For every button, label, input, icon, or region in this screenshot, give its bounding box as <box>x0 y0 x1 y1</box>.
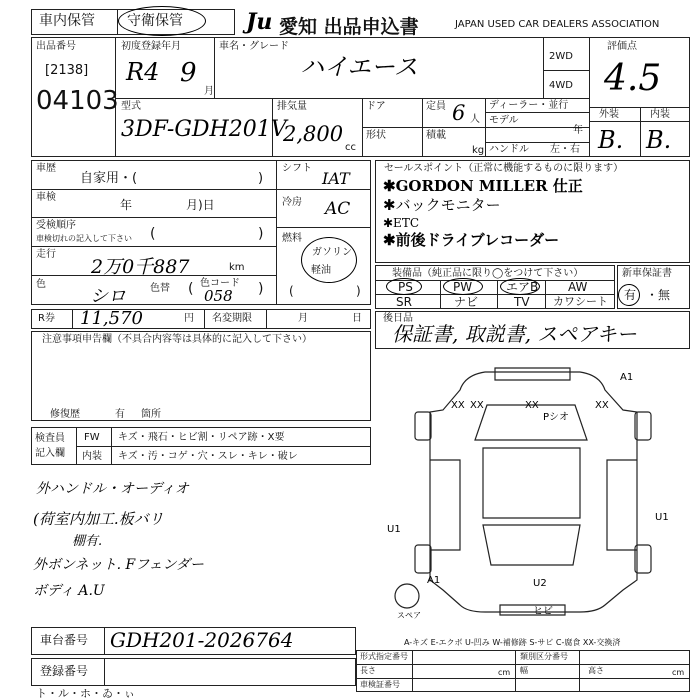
inspector-label-2: 記入欄 <box>35 448 65 459</box>
height-unit: cm <box>672 668 685 677</box>
wheel-rear-left <box>415 545 431 573</box>
mark-10: U2 <box>533 578 547 589</box>
mark-5: A1 <box>620 372 634 383</box>
recall-paren-open: ( <box>150 226 156 242</box>
inspector-note-5: ボディ A.U <box>33 583 105 599</box>
fuel-label: 燃料 <box>282 233 302 244</box>
recycle-unit: 円 <box>184 313 194 324</box>
name-change-month: 月 <box>298 313 308 324</box>
fuel-value: ガソリン <box>312 247 352 258</box>
color-code-label: 色コード <box>200 278 240 289</box>
color-label: 色 <box>36 279 46 290</box>
selling-point-3: ✱ETC <box>383 216 419 230</box>
mileage-unit: km <box>229 262 245 273</box>
shift-value: IAT <box>322 169 350 188</box>
equip-airbag-circle <box>500 278 540 295</box>
type-label: 型式 <box>121 101 141 112</box>
registration-era-year: R4 <box>126 58 160 86</box>
mark-3: XX <box>525 400 539 411</box>
displacement-value: 2,800 <box>283 122 344 146</box>
mark-9: A1 <box>427 575 441 586</box>
doors-label: ドア <box>366 101 386 112</box>
accessories-value: 保証書, 取説書, スペアキー <box>392 322 637 346</box>
selling-point-4: ✱前後ドライブレコーダー <box>383 231 560 249</box>
lot-label: 出品番号 <box>36 41 76 52</box>
handle-label: ハンドル <box>489 144 529 155</box>
color-change-paren: ( <box>188 281 194 297</box>
history-label: 車歴 <box>36 163 56 174</box>
score-ext-value: B. <box>598 126 624 154</box>
color-code-value: 058 <box>204 287 233 305</box>
cert-label: 車検証番号 <box>360 680 400 689</box>
inspector-fw: FW <box>84 432 100 443</box>
inspection-label: 車検 <box>36 192 56 203</box>
equip-sr: SR <box>396 295 412 309</box>
inspector-fw-items: キズ・飛石・ヒビ割・リペア跡・X要 <box>118 432 285 443</box>
selling-point-1: ✱GORDON MILLER 仕正 <box>383 177 583 195</box>
inspection-year-unit: 年 <box>120 198 133 212</box>
equip-ps: PS <box>398 280 413 294</box>
model-name-value: ハイエース <box>300 53 418 81</box>
width-label: 幅 <box>520 666 528 675</box>
drive-4wd: 4WD <box>549 80 573 91</box>
inspector-int: 内装 <box>82 451 102 462</box>
equipment-label: 装備品（純正品に限り◯をつけて下さい） <box>392 268 584 279</box>
inspector-note-4: 外ボンネット. Fフェンダー <box>33 557 204 573</box>
footer-fragment: ト・ル・ホ・ゐ・ぃ <box>36 687 135 700</box>
history-close: ) <box>258 171 264 186</box>
plate-label: 登録番号 <box>40 664 89 678</box>
equip-airbag: エアB <box>506 280 539 294</box>
score-int-value: B. <box>646 126 672 154</box>
length-label: 長さ <box>360 666 376 675</box>
mileage-label: 走行 <box>36 249 56 260</box>
inspector-label-1: 検査員 <box>35 433 65 444</box>
score-value: 4.5 <box>604 58 662 99</box>
new-warranty-yes: 有 <box>624 288 637 302</box>
model-name-label: 車名・グレード <box>219 41 289 52</box>
spec-label: 形式指定番号 <box>360 652 408 661</box>
rear-window <box>483 525 580 565</box>
inspector-int-items: キズ・汚・コゲ・穴・スレ・キレ・破レ <box>118 451 298 462</box>
registration-label: 初度登録年月 <box>121 41 181 52</box>
load-label: 積載 <box>426 130 446 141</box>
shape-label: 形状 <box>366 130 386 141</box>
handle-options: 左・右 <box>550 144 580 155</box>
color-close: ) <box>258 281 264 297</box>
registration-month-unit: 月 <box>204 86 214 97</box>
inspector-note-3: 棚有. <box>72 534 103 549</box>
recycle-value: 11,570 <box>80 308 143 329</box>
displacement-label: 排気量 <box>277 101 307 112</box>
capacity-unit: 人 <box>470 114 480 125</box>
model-year-unit: 年 <box>573 125 583 136</box>
dealer-label: ディーラー・並行 <box>489 100 569 111</box>
fuel-paren-open: ( <box>289 284 294 298</box>
damage-diagram <box>375 350 690 640</box>
equip-aw: AW <box>568 280 588 294</box>
guard-tag: 守衛保管 <box>127 13 183 29</box>
height-label: 高さ <box>588 666 604 675</box>
chassis-value: GDH201-2026764 <box>110 628 294 652</box>
name-change-day: 日 <box>352 313 362 324</box>
drive-2wd: 2WD <box>549 51 573 62</box>
equip-pw: PW <box>453 280 473 294</box>
selling-points-label: セールスポイント（正常に機能するものに限ります） <box>384 163 624 174</box>
class-label: 類別区分番号 <box>520 652 568 661</box>
chassis-label: 車台番号 <box>40 633 89 647</box>
equip-pw-circle <box>443 278 483 295</box>
recall-label: 受検順序 <box>36 220 76 231</box>
ac-label: 冷房 <box>282 197 302 208</box>
score-ext-label: 外装 <box>599 109 619 120</box>
fuel-option: 軽油 <box>311 265 331 276</box>
equip-ps-circle <box>386 278 422 295</box>
new-warranty-label: 新車保証書 <box>622 268 672 279</box>
accessories-label: 後日品 <box>383 313 413 324</box>
notes-label: 注意事項申告欄（不具合内容等は具体的に記入して下さい） <box>42 334 312 345</box>
spare-tire <box>395 584 419 608</box>
front-bumper <box>495 368 570 380</box>
registration-month: 9 <box>180 58 197 88</box>
guard-tag-circle <box>118 6 206 36</box>
repair-value: 有 <box>115 409 125 420</box>
repair-label: 修復歴 <box>50 409 80 420</box>
load-unit: kg <box>472 145 485 156</box>
lot-bracket-number: [2138] <box>45 63 89 78</box>
inspection-month-unit: 月)日 <box>186 198 215 212</box>
selling-point-2: ✱バックモニター <box>383 196 501 214</box>
length-unit: cm <box>498 668 511 677</box>
model-year-label: モデル <box>489 115 519 126</box>
mark-2: XX <box>470 400 484 411</box>
mark-7: U1 <box>387 524 401 535</box>
type-value: 3DF-GDH201V <box>121 117 287 142</box>
form-subtitle: JAPAN USED CAR DEALERS ASSOCIATION <box>455 19 660 30</box>
color-value: シロ <box>90 286 126 307</box>
brand-logo: Ju <box>246 9 273 35</box>
diagram-legend: A-キズ E-エクボ U-凹み W-補修跡 S-サビ C-腐食 XX-交換済 <box>404 638 621 647</box>
mark-11: ヒビ <box>533 606 553 617</box>
score-int-label: 内装 <box>650 109 670 120</box>
inspector-note-2: (荷室内加工.板バリ <box>33 510 164 528</box>
equip-navi: ナビ <box>454 295 479 309</box>
roof <box>483 448 580 518</box>
equip-tv: TV <box>514 295 530 309</box>
new-warranty-circle <box>618 284 640 306</box>
name-change-label: 名変期限 <box>212 313 252 324</box>
capacity-label: 定員 <box>426 101 446 112</box>
lot-number: 04103 <box>36 86 119 116</box>
recycle-label: R券 <box>38 313 55 324</box>
storage-tag: 車内保管 <box>39 13 95 29</box>
equip-leather-seat: カワシート <box>553 295 608 308</box>
form-title: 愛知 出品申込書 <box>279 16 419 38</box>
mark-12: スペア <box>397 611 421 620</box>
ac-value: AC <box>325 199 351 219</box>
color-change-label: 色替 <box>150 283 170 294</box>
inspector-note-1: 外ハンドル・オーディオ <box>36 481 189 497</box>
wheel-front-left <box>415 412 431 440</box>
mark-1: XX <box>451 400 465 411</box>
score-label: 評価点 <box>607 41 637 52</box>
capacity-value: 6 <box>452 101 466 125</box>
mark-6: Pシオ <box>543 412 570 423</box>
history-value: 自家用・( <box>80 171 138 186</box>
mark-4: XX <box>595 400 609 411</box>
new-warranty-no: ・無 <box>646 288 671 302</box>
shift-label: シフト <box>282 163 312 174</box>
repair-location: 箇所 <box>141 409 161 420</box>
recall-note: 車検切れの記入して下さい <box>36 234 132 243</box>
fuel-paren-close: ) <box>356 284 361 298</box>
recall-paren-close: ) <box>258 226 264 242</box>
mileage-value: 2万0千887 <box>91 256 190 278</box>
displacement-unit: cc <box>345 142 356 153</box>
fuel-circle <box>301 237 357 283</box>
mark-8: U1 <box>655 512 669 523</box>
